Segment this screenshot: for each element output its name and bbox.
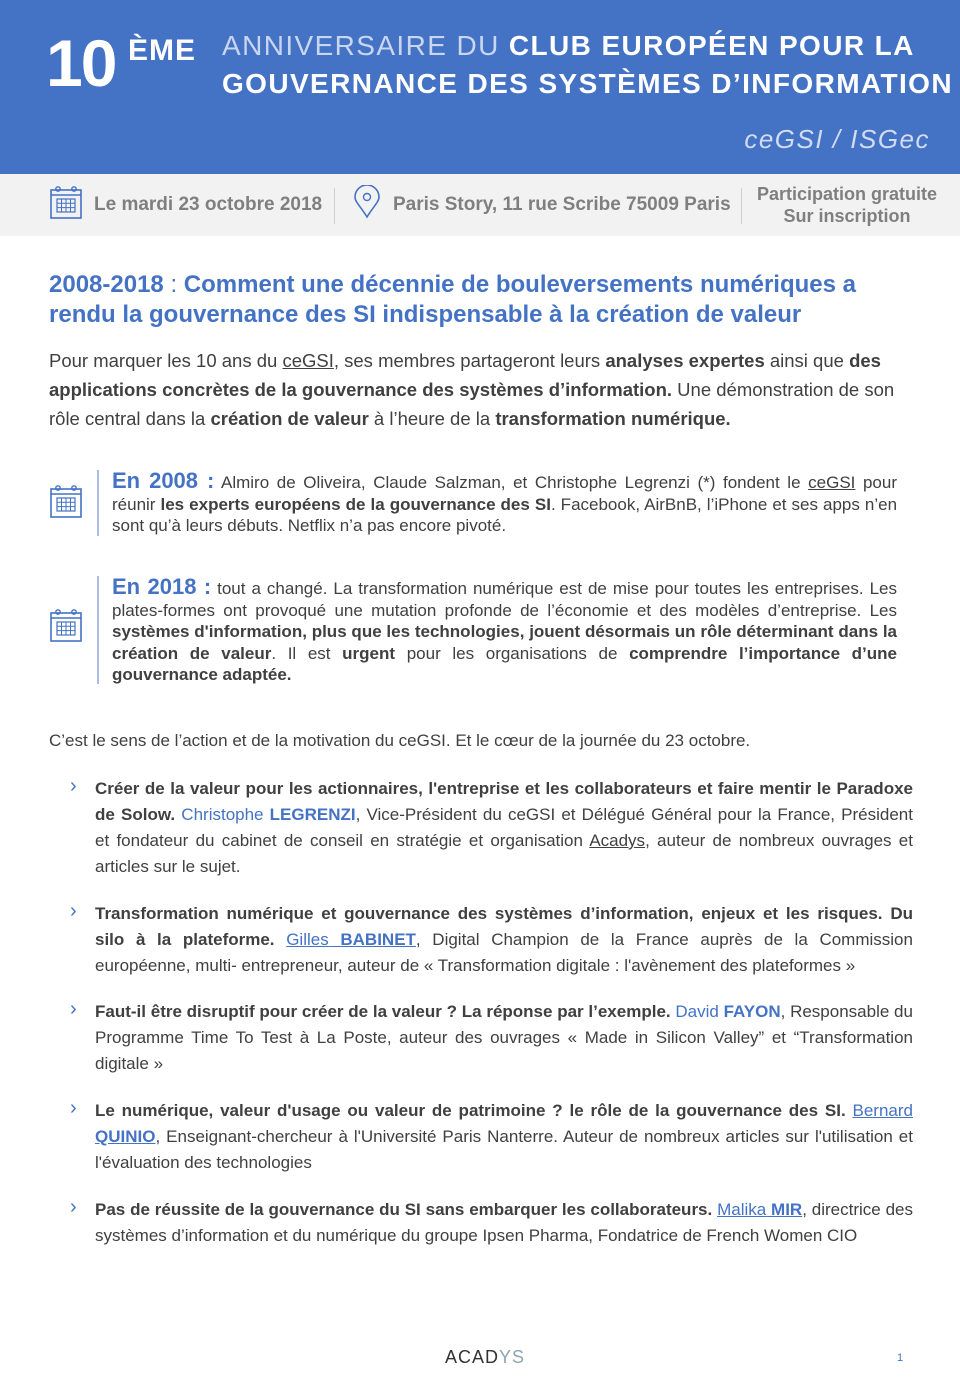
- speaker-last-name: QUINIO: [95, 1127, 156, 1146]
- event-date-text: Le mardi 23 octobre 2018: [94, 194, 323, 215]
- event-date: [50, 174, 322, 236]
- era-text: pour les organisations de: [395, 643, 630, 663]
- intro-emphasis: des applications concrètes de la gouvernance des systèmes d’information.: [49, 350, 881, 400]
- headline-years: 2008-2018: [49, 271, 164, 298]
- acadys-logo: [445, 1347, 525, 1368]
- intro-emphasis: transformation numérique.: [495, 408, 731, 429]
- transition-sentence: C’est le sens de l’action et de la motivation du ceGSI. Et le cœur de la journée du 23 octobre.: [49, 731, 751, 750]
- page-number: 1: [897, 1352, 904, 1364]
- event-info-bar: [0, 174, 960, 236]
- chevron-right-icon: ›: [70, 1196, 77, 1218]
- speaker-first-name: David: [675, 1002, 719, 1021]
- banner-title-light: ANNIVERSAIRE DU: [222, 30, 500, 61]
- era-text: pour réunir: [112, 473, 898, 514]
- banner-title-line-1: [222, 30, 915, 62]
- chevron-right-icon: ›: [70, 900, 77, 922]
- intro-emphasis: création de valeur: [210, 408, 369, 429]
- intro-emphasis: analyses expertes: [605, 350, 765, 371]
- info-divider: [334, 188, 335, 224]
- era-text: . Facebook, AirBnB, l’iPhone et ses apps n’en sont qu’à leurs débuts. Netflix n’a pas encore pivoté.: [112, 494, 898, 535]
- cegsi-link[interactable]: ceGSI: [808, 473, 856, 492]
- agenda-topic: Créer de la valeur pour les actionnaires, l'entreprise et les collaborateurs et faire mentir le Paradoxe de Solow.: [95, 779, 913, 824]
- intro-text: à l’heure de la: [368, 408, 496, 429]
- era-text: tout a changé. La transformation numérique est de mise pour toutes les entreprises. Les plates-formes ont provoqué une mutation profonde de l’économie et des modèles d’entreprise. Les: [112, 579, 897, 620]
- calendar-icon: [50, 484, 82, 523]
- event-location: [353, 174, 731, 236]
- era-divider: [97, 576, 99, 684]
- agenda-topic: Faut-il être disruptif pour créer de la valeur ? La réponse par l’exemple.: [95, 1002, 671, 1021]
- intro-paragraph: [49, 346, 911, 433]
- participation-registration: Sur inscription: [783, 206, 911, 226]
- era-2008-text: [112, 470, 897, 537]
- acadys-link[interactable]: Acadys: [589, 831, 646, 850]
- speaker-description: , Vice-Président du ceGSI et Délégué Général pour la France, Président et fondateur du cabinet de conseil en stratégie et organisation: [95, 805, 913, 850]
- speaker-description: , Digital Champion de la France auprès de la Commission européenne, multi- entrepreneur, auteur de « Transformation digitale : l'avènement des plateformes »: [95, 930, 913, 975]
- chevron-right-icon: ›: [70, 998, 77, 1020]
- headline: [49, 270, 929, 330]
- chevron-right-icon: ›: [70, 1097, 77, 1119]
- speaker-description: , directrice des systèmes d’information et du numérique du groupe Ipsen Pharma, Fondatrice de French Women CIO: [95, 1200, 913, 1245]
- event-location-text: Paris Story, 11 rue Scribe 75009 Paris: [393, 194, 731, 215]
- intro-text: ainsi que: [764, 350, 850, 371]
- intro-text: , ses membres partageront leurs: [333, 350, 606, 371]
- speaker-description: , Enseignant-chercheur à l'Université Paris Nanterre. Auteur de nombreux articles sur l'utilisation et l'évaluation des technologies: [95, 1127, 913, 1172]
- speaker-first-name: Malika: [717, 1200, 767, 1219]
- era-emphasis: urgent: [342, 643, 396, 663]
- banner-title-line-2: GOUVERNANCE DES SYSTÈMES D’INFORMATION: [222, 68, 953, 99]
- era-emphasis: les experts européens de la gouvernance des SI: [160, 494, 551, 514]
- era-2008: [50, 470, 900, 538]
- calendar-icon: [50, 185, 82, 225]
- era-emphasis: systèmes d'information, plus que les technologies, jouent désormais un rôle déterminant dans la création de valeur: [112, 622, 897, 663]
- speaker-first-name: Gilles: [286, 930, 329, 949]
- headline-text: Comment une décennie de bouleversements numériques a rendu la gouvernance des SI indispensable à la création de valeur: [49, 271, 856, 328]
- speaker-first-name: Christophe: [181, 805, 264, 824]
- era-text: Almiro de Oliveira, Claude Salzman, et Christophe Legrenzi (*) fondent le: [214, 473, 809, 492]
- cegsi-link[interactable]: ceGSI: [282, 350, 334, 371]
- era-divider: [97, 470, 99, 536]
- speaker-last-name: MIR: [771, 1200, 803, 1219]
- era-2018-text: [112, 576, 897, 686]
- header-banner: [0, 0, 960, 174]
- logo-text-accent: YS: [499, 1347, 526, 1367]
- anniversary-number: 10: [46, 26, 116, 100]
- anniversary-ordinal: ÈME: [128, 34, 197, 67]
- agenda-item: [95, 901, 913, 979]
- calendar-icon: [50, 608, 82, 647]
- agenda-item: [95, 1197, 913, 1249]
- era-text: . Il est: [271, 643, 343, 663]
- logo-text: ACAD: [445, 1347, 500, 1367]
- agenda-topic: Pas de réussite de la gouvernance du SI sans embarquer les collaborateurs.: [95, 1200, 713, 1219]
- speaker-link[interactable]: [286, 930, 416, 949]
- chevron-right-icon: ›: [70, 775, 77, 797]
- banner-title-bold: CLUB EUROPÉEN POUR LA: [508, 30, 915, 61]
- speaker-description: , auteur de nombreux ouvrages et articles sur le sujet.: [95, 831, 913, 876]
- era-year: En 2018 :: [112, 574, 212, 599]
- era-year: En 2008 :: [112, 468, 215, 493]
- speaker-name: [181, 805, 355, 824]
- map-pin-icon: [353, 185, 381, 225]
- agenda-item: [95, 999, 913, 1077]
- participation-free: Participation gratuite: [756, 184, 938, 204]
- speaker-last-name: LEGRENZI: [269, 805, 356, 824]
- speaker-name: [675, 1002, 780, 1021]
- headline-colon: :: [163, 271, 184, 298]
- era-emphasis: comprendre l’importance d’une gouvernance adaptée.: [112, 643, 897, 684]
- agenda-topic: Le numérique, valeur d'usage ou valeur de patrimoine ? le rôle de la gouvernance des SI.: [95, 1101, 846, 1120]
- speaker-last-name: FAYON: [723, 1002, 781, 1021]
- organization-name: ceGSI / ISGec: [744, 124, 930, 154]
- event-participation: [742, 174, 952, 236]
- era-2018: [50, 576, 900, 686]
- speaker-link[interactable]: [717, 1200, 802, 1219]
- agenda-item: [95, 1098, 913, 1176]
- speaker-first-name: Bernard: [852, 1101, 913, 1120]
- intro-text: Pour marquer les 10 ans du: [49, 350, 283, 371]
- intro-text: Une démonstration de son rôle central dans la: [49, 379, 895, 429]
- speaker-description: , Responsable du Programme Time To Test à La Poste, auteur des ouvrages « Made in Silicon Valley” et “Transformation digitale »: [95, 1002, 913, 1073]
- agenda-item: [95, 776, 913, 880]
- speaker-last-name: BABINET: [340, 930, 416, 949]
- agenda-topic: Transformation numérique et gouvernance des systèmes d’information, enjeux et les risques. Du silo à la plateforme.: [95, 904, 913, 949]
